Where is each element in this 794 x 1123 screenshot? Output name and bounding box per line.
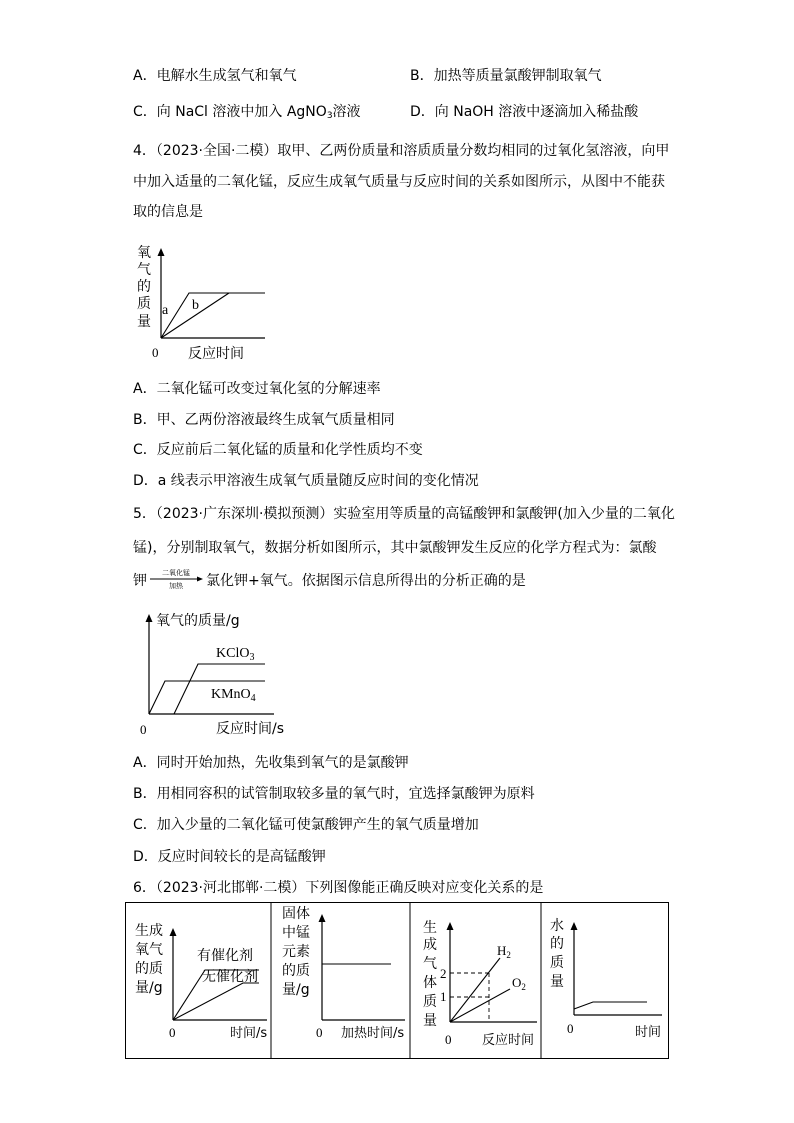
q6b-y-label-3: 元素: [282, 944, 310, 960]
q4-y-label-1: 氧: [137, 245, 151, 261]
q6-panel-c: [423, 919, 537, 1048]
q6-stem: 6．（2023·河北邯郸·二模）下列图像能正确反映对应变化关系的是: [133, 880, 544, 896]
q5-stem-line2: 锰)，分别制取氧气，数据分析如图所示，其中氯酸钾发生反应的化学方程式为：氯酸: [133, 540, 657, 556]
q6c-line-o2: [450, 989, 510, 1022]
q6a-origin: 0: [169, 1025, 176, 1040]
q4-stem-line1: 4．（2023·全国·二模）取甲、乙两份质量和溶质质量分数均相同的过氧化氢溶液，向甲: [133, 143, 670, 159]
q4-stem-line2: 中加入适量的二氧化锰，反应生成氧气质量与反应时间的关系如图所示，从图中不能获: [133, 174, 665, 190]
q6a-line-no-catalyst: [173, 983, 259, 1020]
q6-options-table: [125, 902, 670, 1060]
q6c-x-label: 反应时间: [482, 1033, 535, 1048]
q4-y-label-4: 质: [137, 296, 151, 312]
q6c-y-label-5: 质: [423, 994, 437, 1010]
q6b-y-label-2: 中锰: [282, 925, 310, 941]
q3-option-c: C．向 NaCl 溶液中加入 AgNO$_3$溶液: [133, 104, 361, 121]
q4-option-d: D．a 线表示甲溶液生成氧气质量随反应时间的变化情况: [133, 473, 479, 489]
q4-graph: [130, 240, 280, 365]
q5-origin: 0: [140, 722, 147, 737]
q4-y-label-3: 的: [137, 279, 151, 295]
q6c-tick-1: 1: [440, 989, 447, 1004]
q5-arrow-condition-bottom: 加热: [169, 582, 183, 590]
q6d-y-label-2: 的: [550, 936, 564, 952]
q6c-origin: 0: [445, 1032, 452, 1047]
q3-option-d: D．向 NaOH 溶液中逐滴加入稀盐酸: [410, 104, 639, 120]
q5-label-kmno4: KMnO$_4$: [211, 687, 256, 704]
q5-stem-line3-pre: 钾: [133, 573, 147, 589]
q6c-line-h2: [450, 958, 500, 1022]
q6a-y-label-1: 生成: [135, 923, 163, 939]
q5-label-kclo3: KClO$_3$: [216, 646, 255, 663]
q4-y-arrow: [158, 248, 165, 256]
q6b-y-label-5: 量/g: [282, 982, 310, 998]
q4-origin: 0: [152, 345, 159, 360]
q6c-y-label-3: 气: [423, 956, 437, 972]
q6c-label-o2: $O_2$: [512, 975, 526, 992]
q6d-y-label-3: 质: [550, 955, 564, 971]
q6c-y-label-1: 生: [423, 920, 437, 936]
q4-y-label-5: 量: [137, 314, 151, 330]
q6-panel-b: [282, 905, 405, 1041]
q4-option-a: A．二氧化锰可改变过氧化氢的分解速率: [133, 381, 381, 397]
q6-panel-a: [135, 922, 267, 1041]
q6c-label-h2: $H_2$: [497, 943, 511, 960]
q5-option-b: B．用相同容积的试管制取较多量的氧气时，宜选择氯酸钾为原料: [133, 786, 535, 802]
q6b-x-label: 加热时间/s: [341, 1026, 405, 1041]
q6b-origin: 0: [316, 1025, 323, 1040]
q6c-y-label-4: 体: [423, 975, 437, 991]
q6d-y-label-1: 水: [550, 918, 564, 934]
q6c-y-label-2: 成: [423, 937, 437, 953]
q6-panel-d: [550, 917, 662, 1040]
q4-y-label-2: 气: [137, 262, 151, 278]
q6d-y-label-4: 量: [550, 974, 564, 990]
q4-label-b: b: [192, 298, 199, 313]
q6b-y-label-4: 的质: [282, 963, 310, 979]
q3-option-b: B．加热等质量氯酸钾制取氧气: [410, 68, 602, 84]
q4-stem-line3: 取的信息是: [133, 204, 203, 220]
q6a-label-no-catalyst: 无催化剂: [202, 969, 258, 985]
q5-stem-line1: 5．（2023·广东深圳·模拟预测）实验室用等质量的高锰酸钾和氯酸钾(加入少量的二氧化: [133, 506, 675, 522]
q5-graph: [130, 603, 310, 743]
q5-x-label: 反应时间/s: [216, 721, 285, 737]
q5-y-arrow: [146, 614, 153, 622]
q5-option-c: C．加入少量的二氧化锰可使氯酸钾产生的氧气质量增加: [133, 817, 479, 833]
q6a-x-label: 时间/s: [230, 1026, 268, 1041]
q5-stem-line3-post: 氯化钾+氧气。依据图示信息所得出的分析正确的是: [206, 573, 526, 589]
q4-label-a: a: [162, 303, 169, 318]
q6c-y-label-6: 量: [423, 1013, 437, 1029]
q6d-x-label: 时间: [635, 1025, 662, 1040]
q6a-y-label-3: 的质: [135, 961, 163, 977]
q4-x-label: 反应时间: [188, 346, 244, 362]
q6a-label-catalyst: 有催化剂: [197, 948, 253, 964]
q5-option-d: D．反应时间较长的是高锰酸钾: [133, 849, 326, 865]
q5-reaction-arrow: [148, 566, 204, 592]
q5-option-a: A．同时开始加热，先收集到氧气的是氯酸钾: [133, 755, 409, 771]
q6d-origin: 0: [567, 1021, 574, 1036]
q6b-y-label-1: 固体: [282, 906, 310, 922]
q4-option-b: B．甲、乙两份溶液最终生成氧气质量相同: [133, 412, 395, 428]
q6a-y-label-4: 量/g: [135, 980, 163, 996]
q5-y-label: 氧气的质量/g: [156, 613, 240, 629]
q5-arrow-condition-top: 二氧化锰: [162, 569, 190, 577]
q4-line-a: [161, 293, 265, 338]
q3-option-a: A．电解水生成氢气和氧气: [133, 68, 297, 84]
q6d-line: [574, 1002, 647, 1009]
q4-option-c: C．反应前后二氧化锰的质量和化学性质均不变: [133, 442, 423, 458]
q6c-tick-2: 2: [440, 966, 447, 981]
q6a-y-label-2: 氧气: [135, 942, 163, 958]
